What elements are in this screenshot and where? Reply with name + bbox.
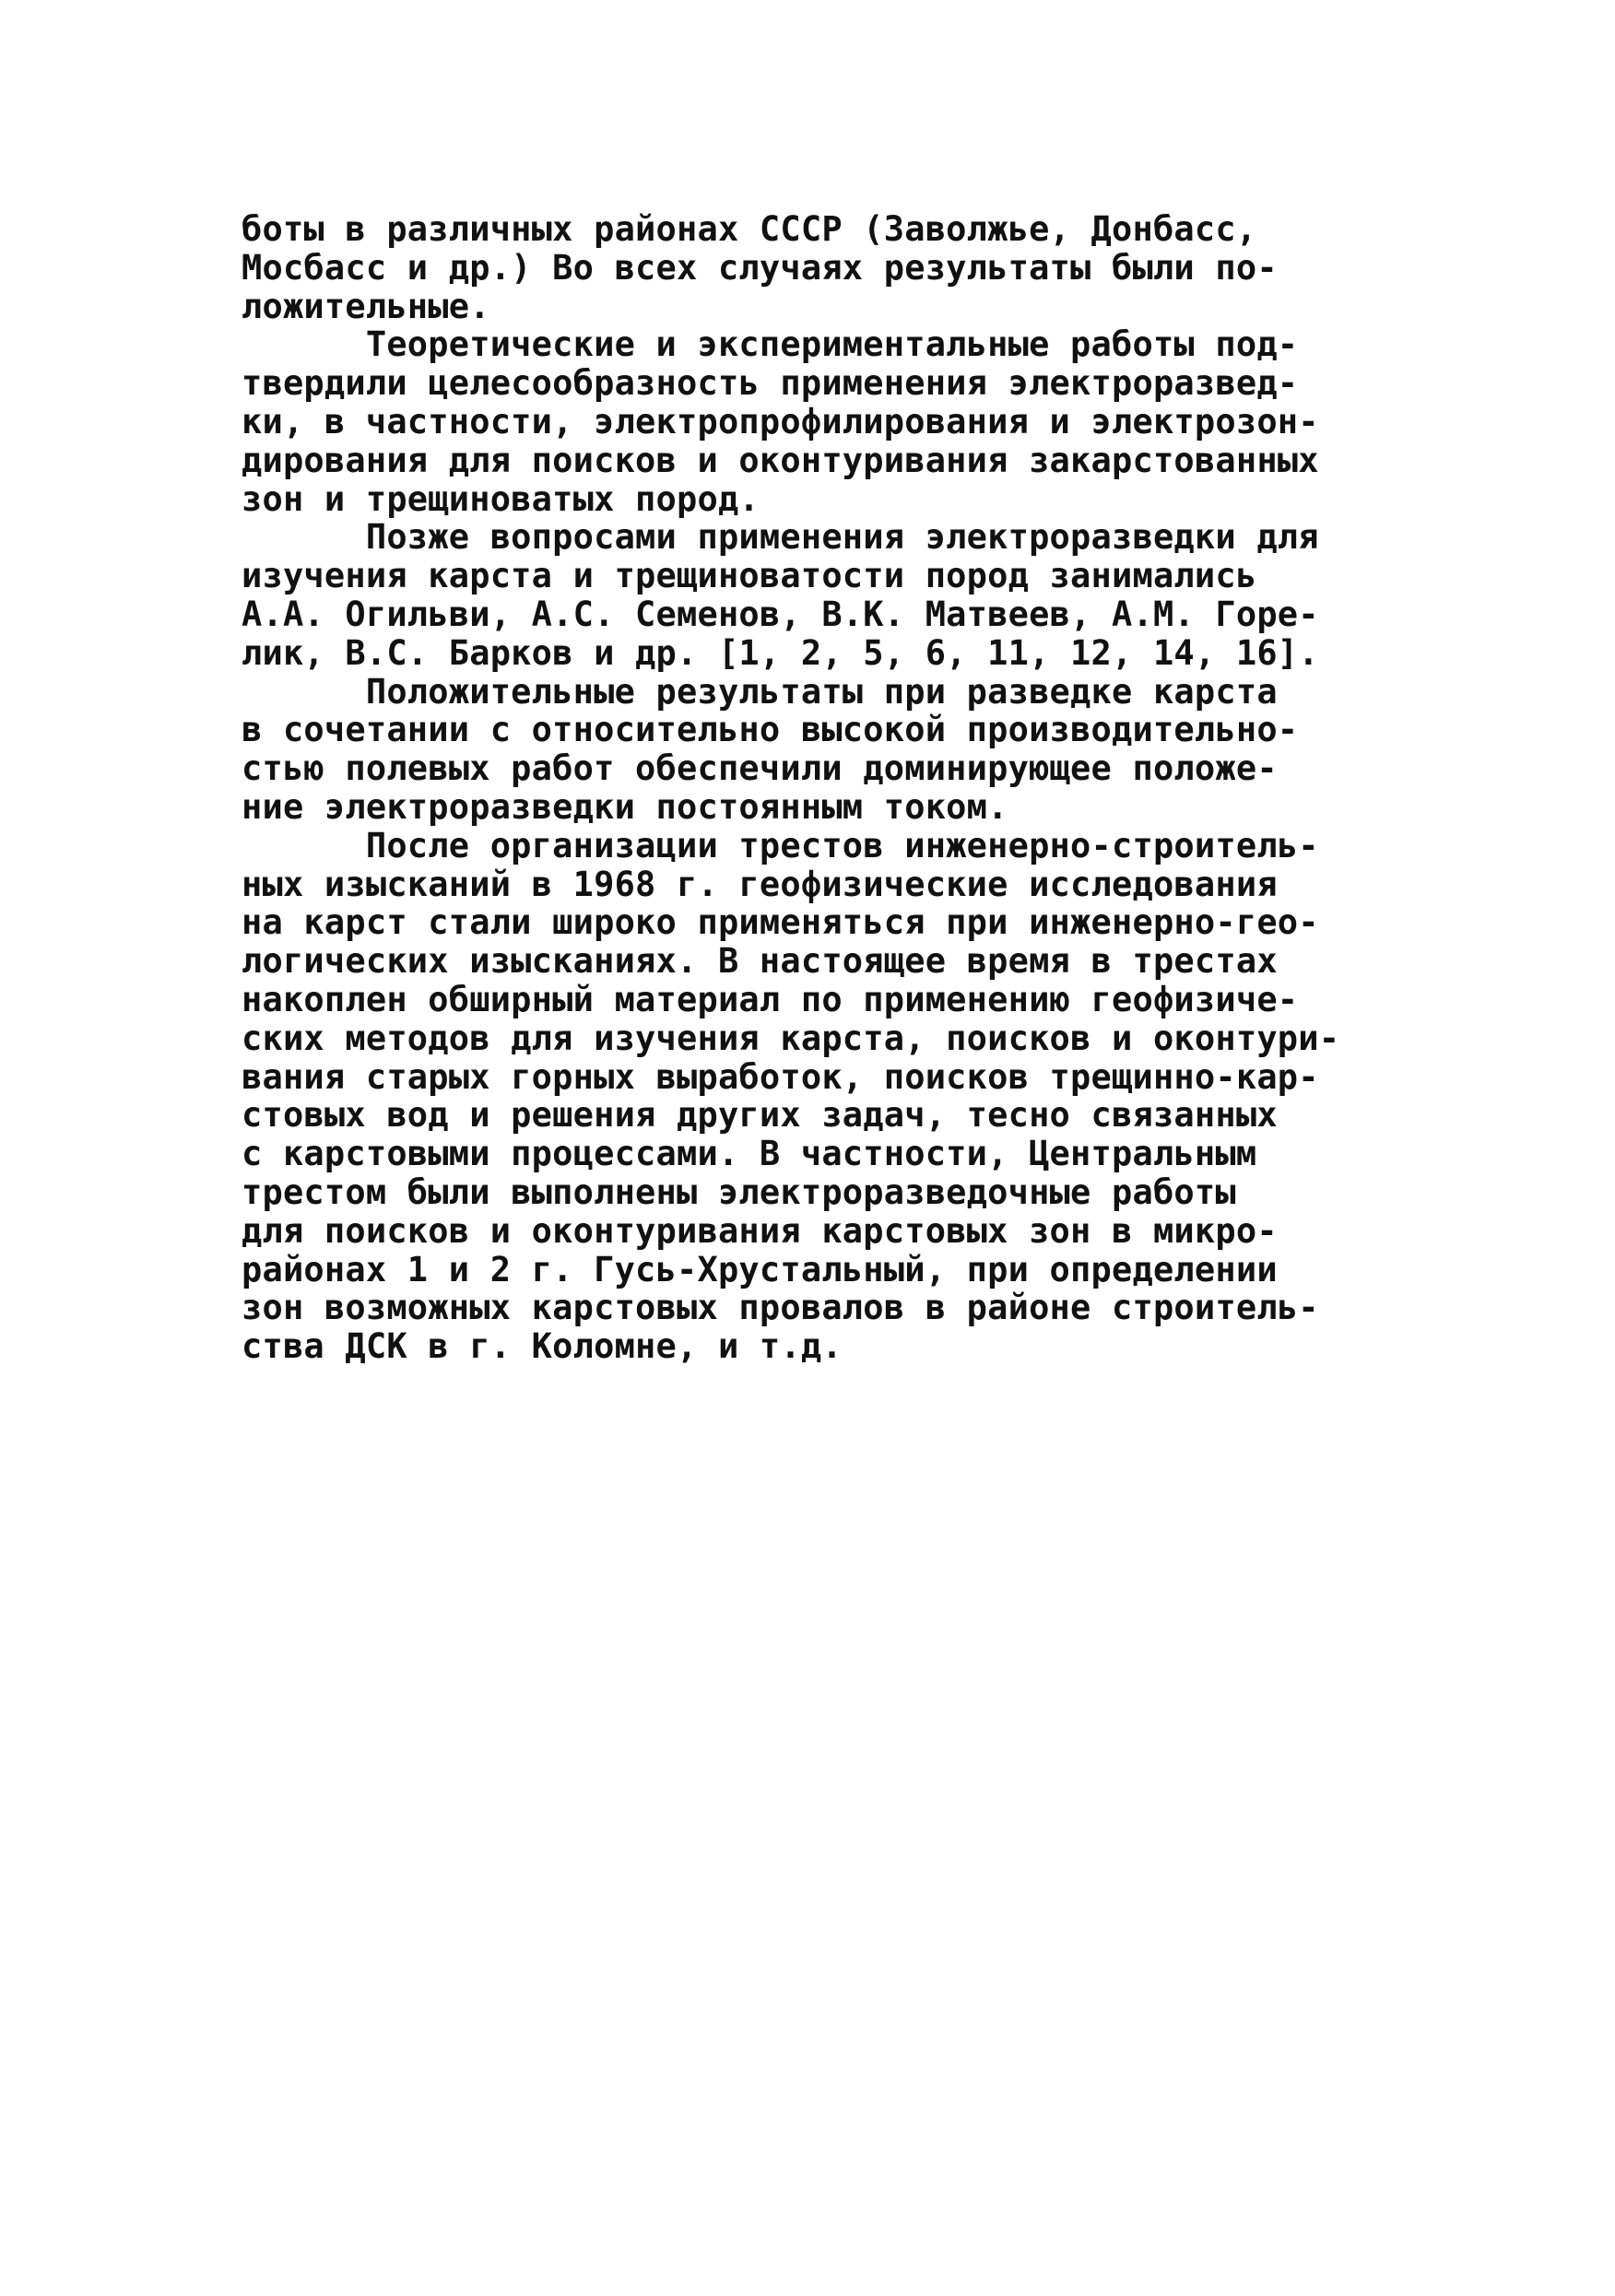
text-line: дирования для поисков и оконтуривания закарстованных	[242, 440, 1319, 480]
text-line: на карст стали широко применяться при инженерно-гео-	[242, 902, 1319, 943]
text-line: зон и трещиноватых пород.	[242, 478, 760, 519]
text-line: ских методов для изучения карста, поисков и оконтури-	[242, 1018, 1340, 1058]
text-line: для поисков и оконтуривания карстовых зон в микро-	[242, 1210, 1278, 1251]
text-line: ных изысканий в 1968 г. геофизические исследования	[242, 864, 1278, 904]
text-line: ства ДСК в г. Коломне, и т.д.	[242, 1326, 843, 1367]
text-line: трестом были выполнены электроразведочные работы	[242, 1172, 1236, 1212]
text-line: Теоретические и экспериментальные работы под-	[242, 324, 1299, 365]
text-line: Положительные результаты при разведке карста	[242, 671, 1278, 712]
text-line: накоплен обширный материал по применению геофизиче-	[242, 979, 1299, 1019]
text-line: зон возможных карстовых провалов в районе строитель-	[242, 1288, 1319, 1328]
text-line: стью полевых работ обеспечили доминирующее положе-	[242, 748, 1278, 789]
text-line: Мосбасс и др.) Во всех случаях результаты были по-	[242, 247, 1278, 288]
text-line: твердили целесообразность применения электроразвед-	[242, 363, 1299, 404]
text-line: После организации трестов инженерно-строитель-	[242, 825, 1319, 865]
text-line: А.А. Огильви, А.С. Семенов, В.К. Матвеев, А.М. Горе-	[242, 594, 1319, 634]
text-line: вания старых горных выработок, поисков трещинно-кар-	[242, 1056, 1319, 1097]
text-line: стовых вод и решения других задач, тесно связанных	[242, 1095, 1278, 1136]
text-line: ложительные.	[242, 286, 490, 326]
text-line: ние электроразведки постоянным током.	[242, 786, 1008, 827]
text-line: лик, В.С. Барков и др. [1, 2, 5, 6, 11, 12, 14, 16].	[242, 632, 1319, 673]
body-text	[242, 210, 1449, 1366]
text-line: Позже вопросами применения электроразведки для	[242, 517, 1319, 558]
text-line: ки, в частности, электропрофилирования и электрозон-	[242, 401, 1319, 442]
text-line: логических изысканиях. В настоящее время в трестах	[242, 941, 1278, 982]
text-line: районах 1 и 2 г. Гусь-Хрустальный, при определении	[242, 1249, 1278, 1289]
text-line: боты в различных районах СССР (Заволжье, Донбасс,	[242, 209, 1257, 249]
text-line: с карстовыми процессами. В частности, Центральным	[242, 1134, 1257, 1174]
text-line: в сочетании с относительно высокой производительно-	[242, 710, 1299, 750]
text-line: изучения карста и трещиноватости пород занимались	[242, 556, 1257, 596]
